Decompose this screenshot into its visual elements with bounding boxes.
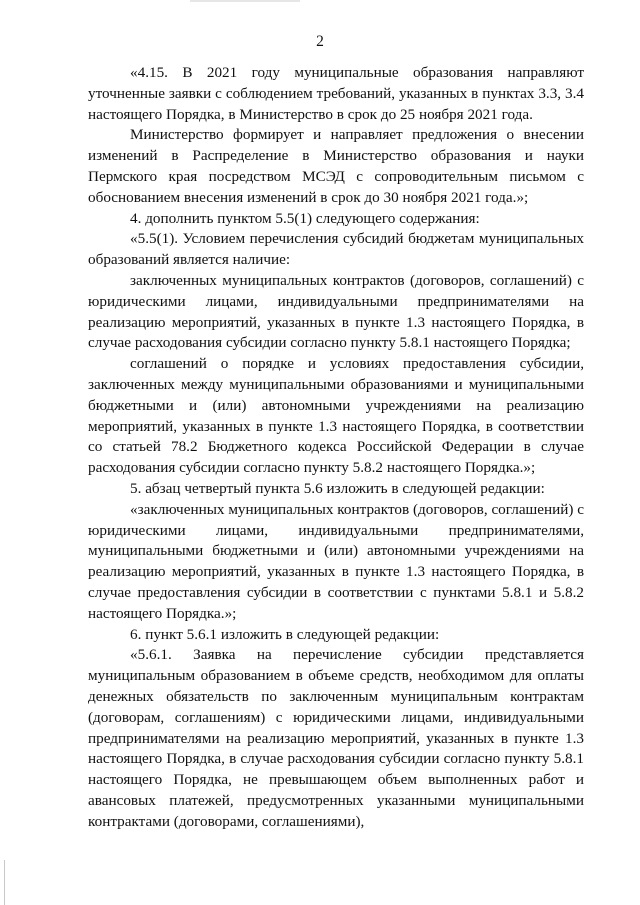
paragraph-5-6-new-text: «заключенных муниципальных контрактов (договоров, соглашений) с юридическими лицами, индивидуальными предпринимателями, муниципальными бюджетными и (или) автономными учреждениями на реализацию мероприятий, указанных в пункте 1.3 настоящего Порядка, в случае предоставления субсидии в соответствии с пунктами 5.8.1 и 5.8.2 настоящего Порядка.»; <box>88 500 584 622</box>
paragraph-agreements: соглашений о порядке и условиях предоставления субсидии, заключенных между муниципальными образованиями и муниципальными бюджетными и (или) автономными учреждениями на реализацию мероприятий, указанных в пункте 1.3 настоящего Порядка, в соответствии со статьей 78.2 Бюджетного кодекса Российской Федерации в случае расходования субсидии согласно пункту 5.8.2 настоящего Порядка.»; <box>88 355 584 477</box>
paragraph-5-6-1: «5.6.1. Заявка на перечисление субсидии представляется муниципальным образованием в объеме средств, необходимом для оплаты денежных обязательств по заключенным муниципальным контрактам (договорам, соглашениям) с юридическими лицами, индивидуальными предпринимателями на реализацию мероприятий, указанных в пункте 1.3 настоящего Порядка, в случае расходования субсидии согласно пункту 5.8.1 настоящего Порядка, не превышающем объем выполненных работ и авансовых платежей, предусмотренных указанными муниципальными контрактами (договорами, соглашениями), <box>88 646 584 830</box>
paragraph-item-5: 5. абзац четвертый пункта 5.6 изложить в следующей редакции: <box>130 479 545 497</box>
paragraph-ministry-proposals: Министерство формирует и направляет предложения о внесении изменений в Распределение в Министерство образования и науки Пермского края посредством МСЭД с сопроводительным письмом с обоснованием внесения изменений в срок до 30 ноября 2021 года.»; <box>88 126 584 206</box>
scan-edge-line <box>4 860 5 905</box>
page-number: 2 <box>316 33 324 50</box>
paragraph-item-6: 6. пункт 5.6.1 изложить в следующей редакции: <box>130 625 440 643</box>
scan-artifact <box>190 0 300 2</box>
paragraph-contracts: заключенных муниципальных контрактов (договоров, соглашений) с юридическими лицами, индивидуальными предпринимателями на реализацию мероприятий, указанных в пункте 1.3 настоящего Порядка, в случае расходования субсидии согласно пункту 5.8.1 настоящего Порядка; <box>88 271 584 352</box>
paragraph-5-5-1: «5.5(1). Условием перечисления субсидий бюджетам муниципальных образований является наличие: <box>88 230 584 269</box>
document-body <box>88 63 584 832</box>
paragraph-4-15: «4.15. В 2021 году муниципальные образования направляют уточненные заявки с соблюдением требований, указанных в пунктах 3.3, 3.4 настоящего Порядка, в Министерство в срок до 25 ноября 2021 года. <box>88 64 584 123</box>
paragraph-item-4: 4. дополнить пунктом 5.5(1) следующего содержания: <box>130 209 480 227</box>
